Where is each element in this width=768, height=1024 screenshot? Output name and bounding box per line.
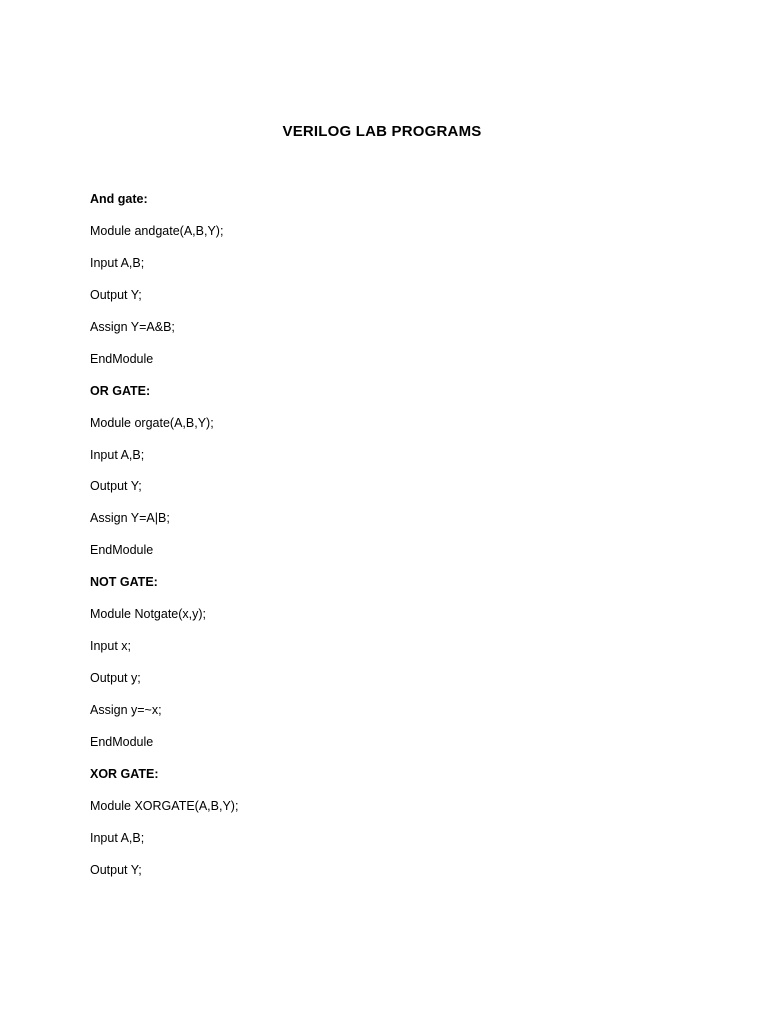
code-line: Input x; — [90, 639, 131, 654]
code-line: EndModule — [90, 351, 154, 366]
section-heading-not-gate: NOT GATE: — [90, 575, 158, 590]
code-line: Input A,B; — [90, 255, 145, 270]
code-line: Module Notgate(x,y); — [90, 607, 207, 622]
code-line: EndModule — [90, 734, 154, 749]
code-line: Assign y=~x; — [90, 703, 162, 717]
code-line: EndModule — [90, 543, 154, 558]
code-line: Module andgate(A,B,Y); — [90, 223, 224, 238]
section-heading-xor-gate: XOR GATE: — [90, 766, 159, 781]
code-line: Input A,B; — [90, 447, 145, 462]
section-heading-and-gate: And gate: — [90, 192, 148, 206]
code-line: Output y; — [90, 671, 141, 686]
code-line: Assign Y=A&B; — [90, 319, 175, 334]
code-line: Input A,B; — [90, 830, 145, 845]
code-line: Output Y; — [90, 862, 142, 877]
code-line: Output Y; — [90, 479, 142, 494]
document-title: VERILOG LAB PROGRAMS — [282, 123, 482, 140]
code-line: Assign Y=A|B; — [90, 511, 170, 526]
section-heading-or-gate: OR GATE: — [90, 383, 151, 398]
code-line: Output Y; — [90, 287, 142, 302]
code-line: Module orgate(A,B,Y); — [90, 415, 214, 430]
code-line: Module XORGATE(A,B,Y); — [90, 798, 239, 813]
program-lines — [90, 188, 238, 891]
